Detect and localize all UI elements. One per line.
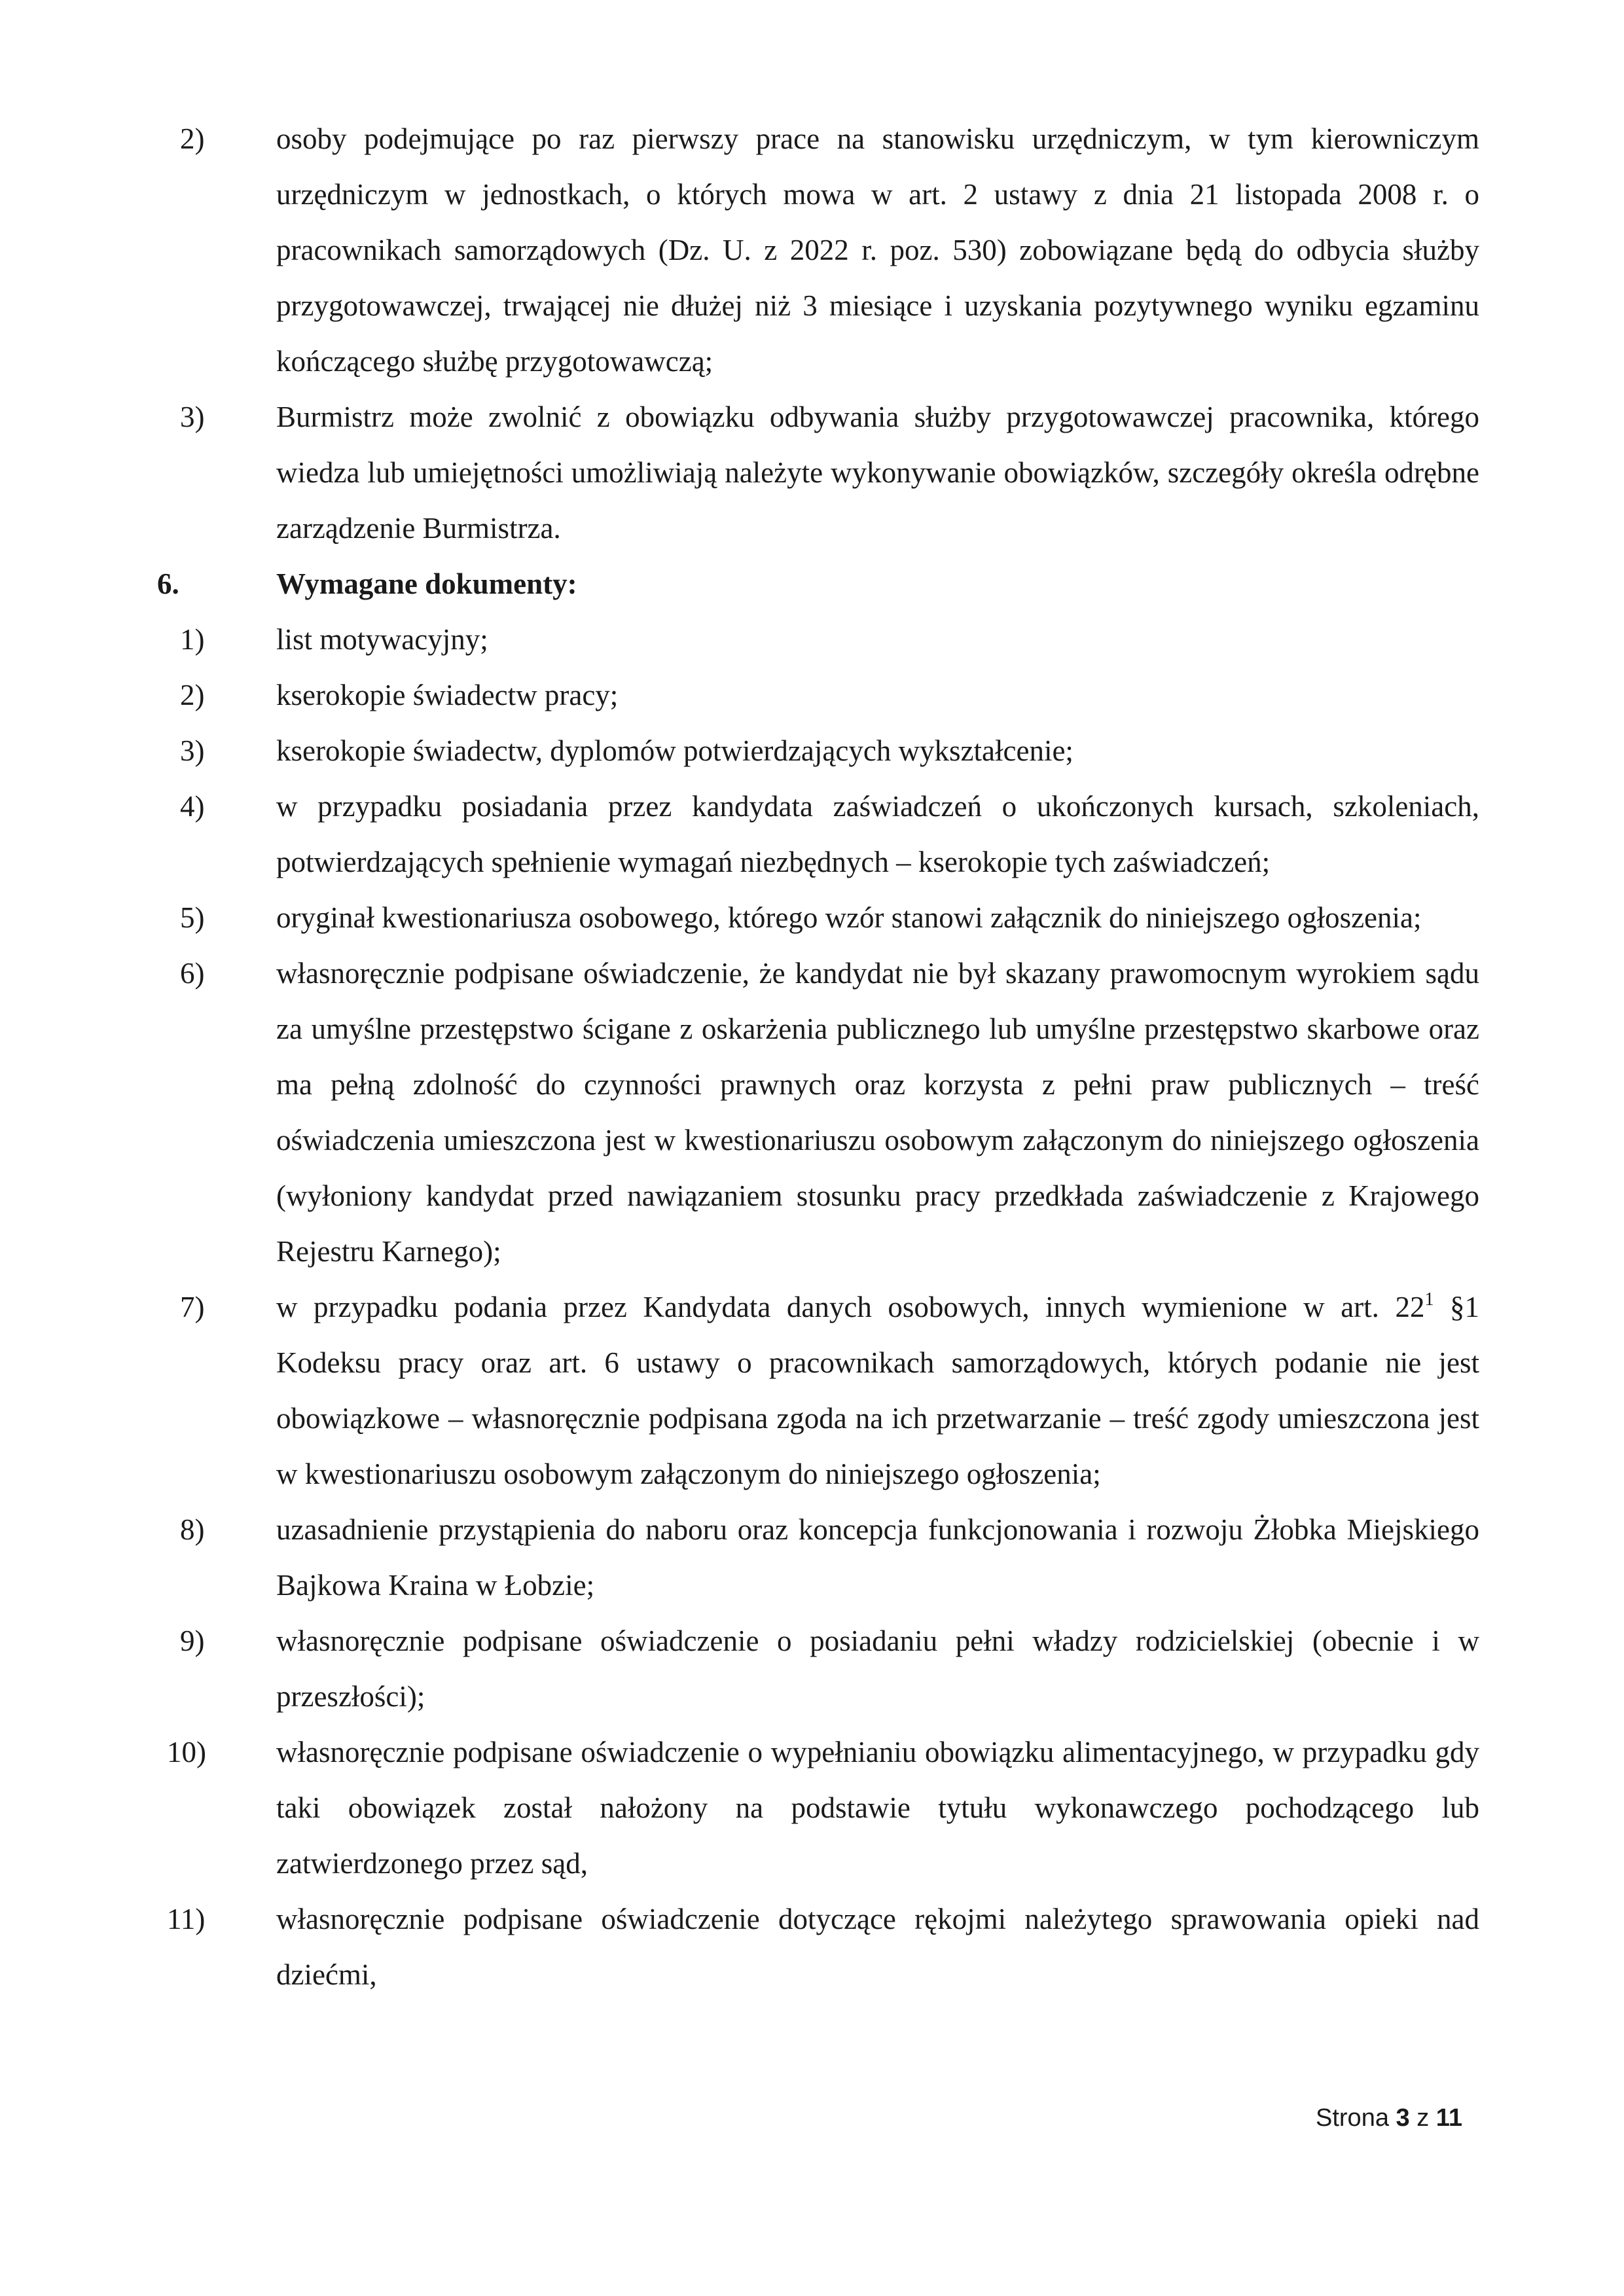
list-item (157, 668, 1479, 723)
list-item-text: kserokopie świadectw pracy; (276, 679, 619, 711)
page-separator: z (1416, 2104, 1430, 2132)
list-item-text-part: w przypadku podania przez Kandydata danych osobowych, innych wymienione w art. 22 (276, 1291, 1425, 1323)
list-item (157, 1280, 1479, 1502)
list-item-text (252, 1280, 1479, 1502)
list-item (157, 890, 1479, 946)
list-item (157, 1502, 1479, 1613)
list-item-text: w przypadku posiadania przez kandydata zaświadczeń o ukończonych kursach, szkoleniach, potwierdzających spełnienie wymagań niezbędnych – kserokopie tych zaświadczeń; (276, 790, 1479, 878)
list-item-number: 3) (180, 401, 205, 433)
list-item-number: 8) (180, 1513, 205, 1546)
list-item (157, 1725, 1479, 1892)
list-item-text: własnoręcznie podpisane oświadczenie o posiadaniu pełni władzy rodzicielskiej (obecnie i w przeszłości); (276, 1624, 1479, 1713)
list-item (157, 946, 1479, 1280)
list-item-text: osoby podejmujące po raz pierwszy prace na stanowisku urzędniczym, w tym kierowniczym urzędniczym w jednostkach, o których mowa w art. 2 ustawy z dnia 21 listopada 2008 r. o pracownikach samorządowych (Dz. U. z 2022 r. poz. 530) zobowiązane będą do odbycia służby przygotowawczej, trwającej nie dłużej niż 3 miesiące i uzyskania pozytywnego wyniku egzaminu kończącego służbę przygotowawczą; (276, 122, 1479, 378)
list-item-number: 4) (180, 790, 205, 823)
list-item (157, 111, 1479, 389)
list-item-number: 1) (180, 623, 205, 656)
list-item-text: kserokopie świadectw, dyplomów potwierdzających wykształcenie; (276, 734, 1074, 767)
list-item-text: własnoręcznie podpisane oświadczenie, że kandydat nie był skazany prawomocnym wyrokiem sądu za umyślne przestępstwo ścigane z oskarżenia publicznego lub umyślne przestępstwo skarbowe oraz ma pełną zdolność do czynności prawnych oraz korzysta z pełni praw publicznych – treść oświadczenia umieszczona jest w kwestionariuszu osobowym załączonym do niniejszego ogłoszenia (wyłoniony kandydat przed nawiązaniem stosunku pracy przedkłada zaświadczenie z Krajowego Rejestru Karnego); (276, 957, 1479, 1268)
list-item-text: uzasadnienie przystąpienia do naboru oraz koncepcja funkcjonowania i rozwoju Żłobka Miejskiego Bajkowa Kraina w Łobzie; (276, 1513, 1479, 1602)
list-item-text: własnoręcznie podpisane oświadczenie o wypełnianiu obowiązku alimentacyjnego, w przypadku gdy taki obowiązek został nałożony na podstawie tytułu wykonawczego pochodzącego lub zatwierdzonego przez sąd, (276, 1736, 1479, 1880)
section-title: Wymagane dokumenty: (276, 567, 577, 600)
list-item-number: 6) (180, 957, 205, 990)
list-item (157, 1892, 1479, 2003)
list-item (157, 723, 1479, 779)
list-item-text: oryginał kwestionariusza osobowego, którego wzór stanowi załącznik do niniejszego ogłoszenia; (276, 901, 1422, 934)
list-item-number: 7) (180, 1291, 205, 1323)
list-item-number: 2) (180, 679, 205, 711)
page-current: 3 (1396, 2104, 1410, 2132)
page-footer (1316, 2104, 1462, 2132)
superscript: 1 (1424, 1289, 1434, 1310)
page-total: 11 (1435, 2104, 1462, 2132)
list-item-text-part: §1 Kodeksu pracy oraz art. 6 ustawy o pracownikach samorządowych, których podanie nie jest obowiązkowe – własnoręcznie podpisana zgoda na ich przetwarzanie – treść zgody umieszczona jest w kwestionariuszu osobowym załączonym do niniejszego ogłoszenia; (276, 1291, 1479, 1490)
list-item-text: własnoręcznie podpisane oświadczenie dotyczące rękojmi należytego sprawowania opieki nad dziećmi, (276, 1903, 1479, 1991)
section-number: 6. (157, 567, 179, 600)
document-body (157, 111, 1479, 2003)
list-item-number: 3) (180, 734, 205, 767)
page-label: Strona (1316, 2104, 1389, 2132)
list-item (157, 779, 1479, 890)
list-item-number: 9) (180, 1624, 205, 1657)
list-item (157, 1613, 1479, 1725)
list-item-number: 11) (167, 1903, 206, 1935)
list-item (157, 389, 1479, 556)
list-item-number: 10) (167, 1736, 206, 1768)
list-item (157, 612, 1479, 668)
list-item-text: Burmistrz może zwolnić z obowiązku odbywania służby przygotowawczej pracownika, którego wiedza lub umiejętności umożliwiają należyte wykonywanie obowiązków, szczegóły określa odrębne zarządzenie Burmistrza. (276, 401, 1479, 545)
list-item-text: list motywacyjny; (276, 623, 488, 656)
section-heading (157, 556, 1479, 612)
list-item-number: 2) (180, 122, 205, 155)
list-item-number: 5) (180, 901, 205, 934)
